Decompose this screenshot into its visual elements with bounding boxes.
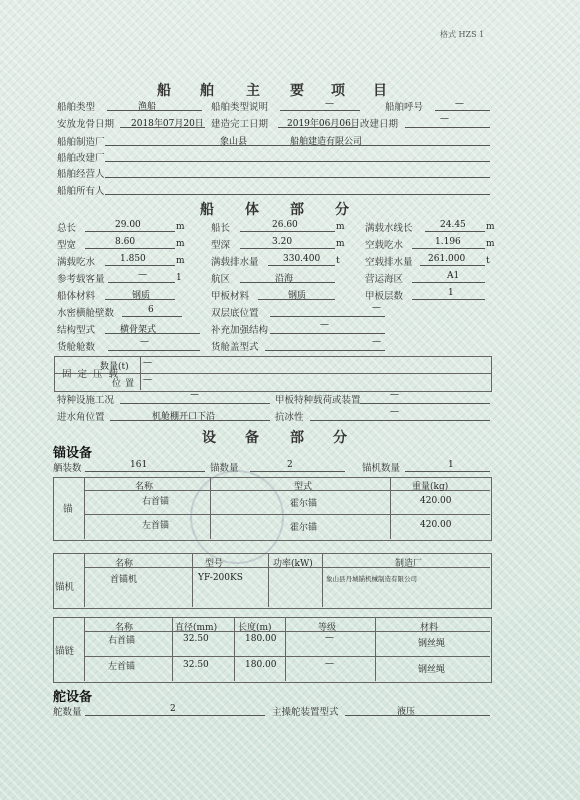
passengers-value: — bbox=[138, 270, 147, 280]
water-inlet-value: 机舱棚开口下沿 bbox=[152, 412, 216, 422]
windlass-header-maker: 制造厂 bbox=[395, 559, 423, 569]
chain-row2-dia: 32.50 bbox=[183, 660, 209, 670]
windlass-header-power: 功率(kW) bbox=[273, 559, 313, 569]
chain-header-grade: 等级 bbox=[318, 623, 337, 633]
winch-label: 锚机数量 bbox=[362, 463, 401, 474]
deck-material-label: 甲板材料 bbox=[211, 291, 250, 302]
lbp-value: 26.60 bbox=[272, 220, 298, 230]
anchor-row1-name: 右首锚 bbox=[142, 497, 170, 507]
nav-area-label: 营运海区 bbox=[365, 274, 404, 285]
special-label: 特种设施工况 bbox=[57, 395, 115, 406]
loa-value: 29.00 bbox=[115, 220, 141, 230]
completion-date-value: 2019年06月06日 bbox=[287, 119, 360, 129]
special-value: — bbox=[190, 390, 199, 400]
passengers-unit: 1 bbox=[176, 273, 182, 283]
full-disp-value: 330.400 bbox=[283, 254, 321, 264]
ice-class-label: 抗冰性 bbox=[275, 412, 304, 423]
operator-label: 船舶经营人 bbox=[57, 169, 105, 180]
ice-class-value: — bbox=[390, 407, 399, 417]
depth-label: 型深 bbox=[211, 240, 231, 251]
anchor-side-label: 锚 bbox=[63, 504, 73, 515]
ship-number-value: — bbox=[455, 99, 464, 109]
cargo-holds-value: — bbox=[140, 337, 149, 347]
light-draft-label: 空载吃水 bbox=[365, 240, 404, 251]
breadth-value: 8.60 bbox=[115, 237, 136, 247]
anchor-header-weight: 重量(kg) bbox=[412, 482, 449, 492]
title-char: 分 bbox=[335, 202, 349, 218]
ship-number-label: 船舶呼号 bbox=[385, 102, 424, 113]
hatch-value: — bbox=[372, 337, 381, 347]
anchor-row2-type: 霍尔锚 bbox=[290, 523, 318, 533]
lbp-unit: m bbox=[336, 222, 345, 232]
ship-type-value: 渔船 bbox=[138, 102, 157, 112]
title-char: 舶 bbox=[200, 83, 214, 99]
title-char: 设 bbox=[202, 430, 216, 446]
chain-header-material: 材料 bbox=[420, 623, 439, 633]
breadth-unit: m bbox=[176, 239, 185, 249]
chain-row1-grade: — bbox=[325, 633, 334, 643]
hull-material-value: 钢质 bbox=[132, 291, 151, 301]
route-label: 航区 bbox=[211, 274, 231, 285]
anchor-row1-type: 霍尔锚 bbox=[290, 499, 318, 509]
windlass-row-name: 首锚机 bbox=[110, 575, 138, 585]
rudder-type-label: 主操舵装置型式 bbox=[272, 707, 339, 718]
chain-header-dia: 直径(mm) bbox=[175, 623, 218, 633]
completion-date-label: 建造完工日期 bbox=[211, 119, 269, 130]
windlass-header-model: 型号 bbox=[205, 559, 224, 569]
chain-row1-name: 右首锚 bbox=[108, 636, 136, 646]
chain-row2-len: 180.00 bbox=[245, 660, 277, 670]
anchor-count-label: 锚数量 bbox=[210, 463, 239, 474]
windlass-row-maker: 象山县丹城锚机械制造有限公司 bbox=[326, 575, 417, 583]
keel-date-value: 2018年07月20日 bbox=[131, 119, 204, 129]
title-char: 备 bbox=[245, 430, 259, 446]
rudder-count-label: 舵数量 bbox=[53, 707, 82, 718]
anchor-row2-name: 左首锚 bbox=[142, 521, 170, 531]
builder-label: 船舶制造厂 bbox=[57, 137, 105, 148]
title-char: 体 bbox=[245, 202, 259, 218]
full-disp-unit: t bbox=[336, 256, 340, 266]
full-draft-value: 1.850 bbox=[120, 254, 146, 264]
builder-value-2: 船舶建造有限公司 bbox=[290, 137, 363, 147]
owner-label: 船舶所有人 bbox=[57, 186, 105, 197]
anchor-row1-weight: 420.00 bbox=[420, 496, 452, 506]
hull-material-label: 船体材料 bbox=[57, 291, 96, 302]
anchor-count-value: 2 bbox=[287, 460, 293, 470]
bulkheads-value: 6 bbox=[148, 305, 154, 315]
lwl-label: 满载水线长 bbox=[365, 223, 413, 234]
water-inlet-label: 进水角位置 bbox=[57, 412, 105, 423]
anchor-header-type: 型式 bbox=[294, 482, 313, 492]
loa-label: 总长 bbox=[57, 223, 77, 234]
fixed-ballast-sub1: 数量(t) bbox=[100, 362, 129, 372]
route-value: 沿海 bbox=[275, 274, 294, 284]
chain-row2-material: 钢丝绳 bbox=[418, 665, 446, 675]
anchor-header-name: 名称 bbox=[135, 482, 154, 492]
winch-value: 1 bbox=[448, 460, 454, 470]
modify-date-label: 改建日期 bbox=[360, 119, 399, 130]
lwl-value: 24.45 bbox=[440, 220, 466, 230]
rudder-section-label: 舵设备 bbox=[53, 690, 93, 705]
light-disp-label: 空载排水量 bbox=[365, 257, 413, 268]
chain-row1-material: 钢丝绳 bbox=[418, 639, 446, 649]
builder-value-1: 象山县 bbox=[220, 137, 248, 147]
fixed-ballast-label: 固定压载 bbox=[62, 369, 125, 380]
rudder-type-value: 液压 bbox=[397, 707, 416, 717]
deck-material-value: 钢质 bbox=[288, 291, 307, 301]
title-char: 要 bbox=[290, 83, 304, 99]
deck-layers-value: 1 bbox=[448, 288, 454, 298]
cargo-holds-label: 货舱舱数 bbox=[57, 342, 96, 353]
windlass-side-label: 锚机 bbox=[55, 582, 75, 593]
reinforce-label: 补充加强结构 bbox=[211, 325, 269, 336]
chain-row2-name: 左首锚 bbox=[108, 662, 136, 672]
breadth-label: 型宽 bbox=[57, 240, 77, 251]
chain-header-name: 名称 bbox=[115, 623, 134, 633]
title-char: 部 bbox=[290, 430, 304, 446]
form-code: 格式 HZS 1 bbox=[440, 30, 485, 39]
ship-type-desc-value: — bbox=[325, 99, 334, 109]
double-bottom-label: 双层底位置 bbox=[211, 308, 259, 319]
full-draft-label: 满载吃水 bbox=[57, 257, 96, 268]
rudder-count-value: 2 bbox=[170, 704, 176, 714]
title-char: 分 bbox=[333, 430, 347, 446]
outfit-label: 舾装数 bbox=[53, 463, 82, 474]
modifier-label: 船舶改建厂 bbox=[57, 153, 105, 164]
light-draft-value: 1.196 bbox=[435, 237, 461, 247]
bulkheads-label: 水密横舱壁数 bbox=[57, 308, 115, 319]
light-disp-value: 261.000 bbox=[428, 254, 466, 264]
ship-type-label: 船舶类型 bbox=[57, 102, 96, 113]
title-char: 目 bbox=[373, 83, 387, 99]
chain-row1-len: 180.00 bbox=[245, 634, 277, 644]
fixed-ballast-v2: — bbox=[143, 375, 152, 385]
reinforce-value: — bbox=[320, 320, 329, 330]
chain-row2-grade: — bbox=[325, 659, 334, 669]
windlass-header-name: 名称 bbox=[115, 559, 134, 569]
lbp-label: 船长 bbox=[211, 223, 231, 234]
double-bottom-value: — bbox=[372, 303, 381, 313]
full-draft-unit: m bbox=[176, 256, 185, 266]
deck-special-label: 甲板特种载荷或装置 bbox=[275, 395, 361, 406]
structure-value: 横骨架式 bbox=[120, 325, 157, 335]
anchor-section-label: 锚设备 bbox=[53, 446, 93, 461]
windlass-row-model: YF-200KS bbox=[198, 573, 243, 583]
title-char: 船 bbox=[157, 83, 171, 99]
structure-label: 结构型式 bbox=[57, 325, 96, 336]
full-disp-label: 满载排水量 bbox=[211, 257, 259, 268]
ship-type-desc-label: 船舶类型说明 bbox=[211, 102, 269, 113]
fixed-ballast-v1: — bbox=[143, 358, 152, 368]
light-draft-unit: m bbox=[486, 239, 495, 249]
fixed-ballast-sub2: 位置 bbox=[112, 379, 139, 389]
anchor-row2-weight: 420.00 bbox=[420, 520, 452, 530]
light-disp-unit: t bbox=[486, 256, 490, 266]
chain-row1-dia: 32.50 bbox=[183, 634, 209, 644]
keel-date-label: 安放龙骨日期 bbox=[57, 119, 115, 130]
title-char: 船 bbox=[200, 202, 214, 218]
passengers-label: 参考载客量 bbox=[57, 274, 105, 285]
title-char: 主 bbox=[246, 83, 260, 99]
hatch-label: 货舱盖型式 bbox=[211, 342, 259, 353]
title-char: 项 bbox=[331, 83, 345, 99]
chain-side-label: 锚链 bbox=[55, 646, 75, 657]
modify-date-value: — bbox=[440, 114, 449, 124]
outfit-value: 161 bbox=[130, 460, 148, 470]
deck-layers-label: 甲板层数 bbox=[365, 291, 404, 302]
deck-special-value: — bbox=[390, 390, 399, 400]
loa-unit: m bbox=[176, 222, 185, 232]
title-char: 部 bbox=[290, 202, 304, 218]
official-seal bbox=[190, 470, 284, 564]
lwl-unit: m bbox=[486, 222, 495, 232]
chain-header-len: 长度(m) bbox=[238, 623, 272, 633]
depth-value: 3.20 bbox=[272, 237, 293, 247]
depth-unit: m bbox=[336, 239, 345, 249]
nav-area-value: A1 bbox=[447, 271, 460, 281]
